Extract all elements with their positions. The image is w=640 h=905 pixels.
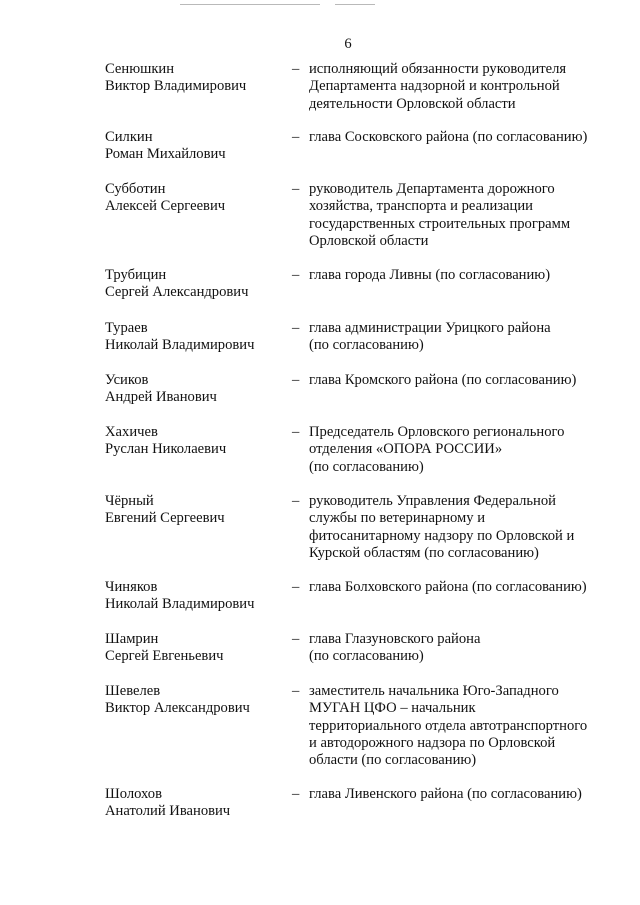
member-role [309, 267, 609, 284]
role-line: глава города Ливны (по согласованию) [309, 267, 551, 283]
role-line: руководитель Департамента дорожного [309, 181, 555, 197]
member-given-names: Сергей Александрович [105, 284, 249, 301]
member-role [309, 372, 609, 389]
role-line: государственных строительных программ [309, 215, 571, 232]
role-line: Орловской области [309, 232, 429, 249]
dash-separator: – [292, 267, 300, 283]
member-name [105, 579, 285, 614]
member-surname: Тураев [105, 320, 148, 336]
role-line: (по согласованию) [309, 458, 424, 475]
role-line: глава Болховского района (по согласованию) [309, 579, 587, 595]
dash-separator: – [292, 372, 300, 388]
role-line: хозяйства, транспорта и реализации [309, 198, 533, 215]
member-given-names: Руслан Николаевич [105, 441, 227, 458]
member-given-names: Андрей Иванович [105, 389, 217, 406]
role-line: (по согласованию) [309, 648, 424, 665]
role-line: руководитель Управления Федеральной [309, 493, 556, 509]
member-name [105, 129, 285, 164]
member-given-names: Алексей Сергеевич [105, 198, 226, 215]
role-line: деятельности Орловской области [309, 95, 516, 112]
member-role [309, 579, 609, 596]
member-name [105, 493, 285, 528]
member-role [309, 181, 609, 250]
dash-separator: – [292, 631, 300, 647]
role-line: и автодорожного надзора по Орловской [309, 734, 556, 751]
member-surname: Сенюшкин [105, 61, 175, 77]
member-name [105, 267, 285, 302]
dash-separator: – [292, 181, 300, 197]
dash-separator: – [292, 683, 300, 699]
role-line: глава администрации Урицкого района [309, 320, 551, 336]
scan-artifact-line [180, 4, 320, 5]
member-surname: Чёрный [105, 493, 154, 509]
dash-separator: – [292, 129, 300, 145]
scan-artifact-line [335, 4, 375, 5]
dash-separator: – [292, 61, 300, 77]
member-given-names: Евгений Сергеевич [105, 510, 225, 527]
member-given-names: Анатолий Иванович [105, 803, 231, 820]
member-name [105, 61, 285, 96]
role-line: области (по согласованию) [309, 752, 477, 769]
member-surname: Шамрин [105, 631, 159, 647]
member-surname: Шевелев [105, 683, 161, 699]
member-surname: Субботин [105, 181, 166, 197]
dash-separator: – [292, 493, 300, 509]
dash-separator: – [292, 786, 300, 802]
role-line: (по согласованию) [309, 337, 424, 354]
dash-separator: – [292, 320, 300, 336]
member-role [309, 129, 609, 146]
role-line: глава Сосковского района (по согласованию) [309, 129, 588, 145]
dash-separator: – [292, 424, 300, 440]
role-line: глава Ливенского района (по согласованию) [309, 786, 582, 802]
member-given-names: Виктор Александрович [105, 700, 250, 717]
role-line: Курской областям (по согласованию) [309, 544, 539, 561]
member-surname: Шолохов [105, 786, 162, 802]
member-given-names: Николай Владимирович [105, 596, 255, 613]
member-role [309, 61, 609, 113]
member-role [309, 493, 609, 562]
member-given-names: Виктор Владимирович [105, 78, 247, 95]
role-line: глава Глазуновского района [309, 631, 481, 647]
member-given-names: Роман Михайлович [105, 146, 226, 163]
member-surname: Трубицин [105, 267, 167, 283]
member-name [105, 320, 285, 355]
member-name [105, 683, 285, 718]
member-name [105, 372, 285, 407]
member-given-names: Николай Владимирович [105, 337, 255, 354]
role-line: территориального отдела автотранспортного [309, 717, 588, 734]
role-line: МУГАН ЦФО – начальник [309, 700, 476, 717]
member-surname: Силкин [105, 129, 153, 145]
member-name [105, 181, 285, 216]
role-line: глава Кромского района (по согласованию) [309, 372, 577, 388]
member-surname: Усиков [105, 372, 149, 388]
dash-separator: – [292, 579, 300, 595]
role-line: Председатель Орловского регионального [309, 424, 565, 440]
role-line: исполняющий обязанности руководителя [309, 61, 567, 77]
member-surname: Хахичев [105, 424, 158, 440]
role-line: отделения «ОПОРА РОССИИ» [309, 441, 503, 458]
role-line: Департамента надзорной и контрольной [309, 78, 560, 95]
member-given-names: Сергей Евгеньевич [105, 648, 224, 665]
member-role [309, 424, 609, 476]
role-line: фитосанитарному надзору по Орловской и [309, 527, 575, 544]
member-role [309, 683, 609, 769]
member-surname: Чиняков [105, 579, 158, 595]
member-name [105, 424, 285, 459]
member-name [105, 786, 285, 821]
role-line: заместитель начальника Юго-Западного [309, 683, 559, 699]
member-role [309, 786, 609, 803]
member-role [309, 631, 609, 666]
role-line: службы по ветеринарному и [309, 510, 486, 527]
page-number: 6 [344, 36, 352, 52]
member-role [309, 320, 609, 355]
member-name [105, 631, 285, 666]
